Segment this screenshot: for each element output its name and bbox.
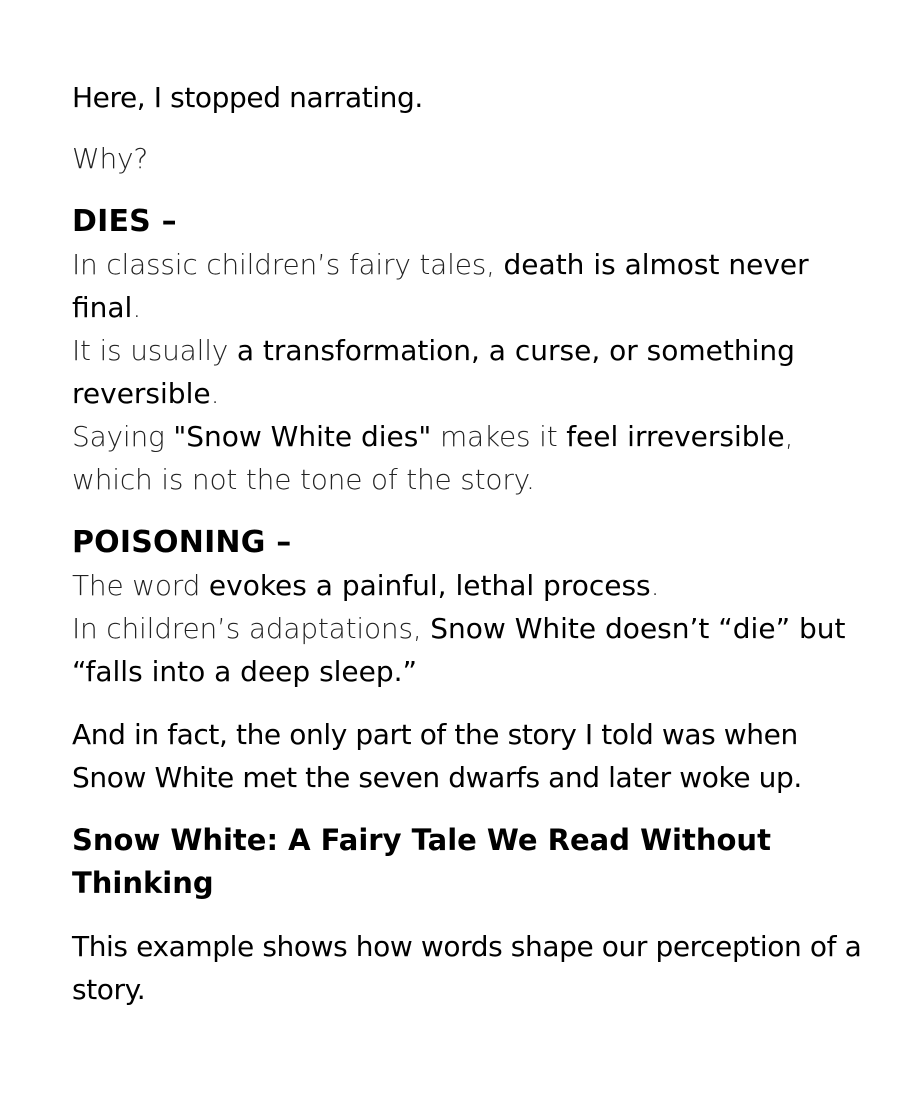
dies-p3-mid: makes it	[431, 420, 567, 453]
dies-p3-text: Saying	[72, 420, 174, 453]
dies-paragraph-1	[72, 243, 862, 329]
section-heading-poisoning: POISONING –	[72, 525, 292, 560]
poisoning-p1-end: .	[650, 569, 660, 602]
dies-p3-emphasis: feel irreversible	[566, 420, 785, 453]
dies-p2-end: .	[210, 377, 220, 410]
closing-paragraph: This example shows how words shape our perception of a story.	[72, 930, 862, 1006]
dies-p1-emphasis: death is almost never final	[72, 248, 809, 324]
poisoning-paragraph-1	[72, 564, 862, 607]
poisoning-p1-emphasis: evokes a painful, lethal process	[208, 569, 651, 602]
dies-p3-end: , which is not the tone of the story.	[72, 420, 794, 496]
poisoning-p2-text: In children’s adaptations,	[72, 612, 431, 645]
dies-p2-text: It is usually	[72, 334, 237, 367]
intro-line-why: Why?	[72, 142, 149, 175]
dies-p2-emphasis: a transformation, a curse, or something reversible	[72, 334, 795, 410]
dies-p3-quote: "Snow White dies"	[173, 420, 432, 453]
document-page	[72, 76, 862, 1011]
intro-line-stopped: Here, I stopped narrating.	[72, 81, 423, 114]
poisoning-paragraph-2	[72, 607, 862, 693]
dies-p1-end: .	[132, 291, 142, 324]
dies-p1-text: In classic children’s fairy tales,	[72, 248, 504, 281]
dies-paragraph-3	[72, 415, 862, 501]
story-title: Snow White: A Fairy Tale We Read Without Thinking	[72, 823, 771, 900]
section-heading-dies: DIES –	[72, 204, 177, 239]
dies-paragraph-2	[72, 329, 862, 415]
poisoning-p1-text: The word	[72, 569, 209, 602]
fact-paragraph: And in fact, the only part of the story I told was when Snow White met the seven dwarfs and later woke up.	[72, 718, 802, 794]
poisoning-p2-emphasis: Snow White doesn’t “die” but “falls into a deep sleep.”	[72, 612, 846, 688]
